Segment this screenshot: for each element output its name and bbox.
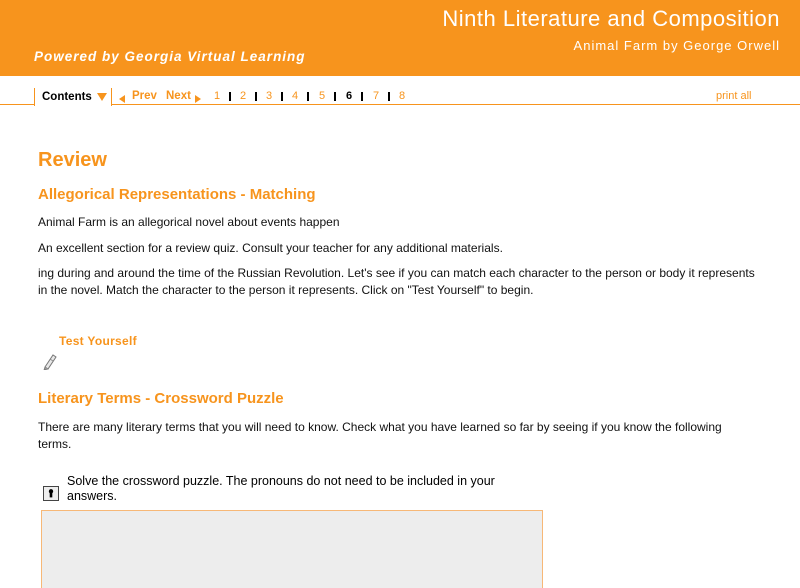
crossword-puzzle-area[interactable] (41, 510, 543, 588)
page-separator (255, 92, 257, 101)
section-paragraph: There are many literary terms that you will need to know. Check what you have learned so far by seeing if you know the following terms. (38, 420, 722, 451)
page-separator (281, 92, 283, 101)
test-yourself-link[interactable]: Test Yourself (59, 334, 137, 348)
page-separator (229, 92, 231, 101)
page-link-5[interactable]: 5 (319, 90, 326, 102)
next-arrow-icon[interactable] (195, 95, 201, 103)
pencil-icon[interactable] (42, 352, 58, 370)
nav-divider (112, 104, 800, 105)
crossword-instruction: Solve the crossword puzzle. The pronouns do not need to be included in your answers. (67, 474, 495, 503)
page-link-2[interactable]: 2 (240, 90, 247, 102)
contents-dropdown[interactable] (34, 88, 112, 106)
page-link-4[interactable]: 4 (292, 90, 299, 102)
page-link-8[interactable]: 8 (399, 90, 406, 102)
page-separator (307, 92, 309, 101)
lesson-navbar (0, 76, 800, 108)
page-link-3[interactable]: 3 (266, 90, 273, 102)
section-title-matching: Allegorical Representations - Matching (38, 186, 316, 203)
page-separator (334, 92, 336, 101)
page-link-7[interactable]: 7 (373, 90, 380, 102)
prev-link[interactable]: Prev (132, 90, 157, 102)
chevron-down-icon (97, 93, 107, 101)
section-paragraph: An excellent section for a review quiz. Consult your teacher for any additional materials. (38, 241, 503, 255)
contents-label: Contents (42, 91, 92, 103)
page-separator (361, 92, 363, 101)
course-title: Ninth Literature and Composition (442, 6, 780, 31)
section-paragraph: ing during and around the time of the Russian Revolution. Let's see if you can match each character to the person or body it represents in the novel. Match the character to the person it represents. Click on "Test Yourself" to begin. (38, 266, 755, 297)
prev-arrow-icon[interactable] (119, 95, 125, 103)
section-paragraph: Animal Farm is an allegorical novel about events happen (38, 215, 340, 229)
page-current-6: 6 (346, 90, 353, 102)
page-link-1[interactable]: 1 (214, 90, 221, 102)
course-subtitle: Animal Farm by George Orwell (573, 38, 780, 53)
keyhole-icon (43, 486, 59, 501)
section-title-crossword: Literary Terms - Crossword Puzzle (38, 390, 284, 407)
powered-by-banner: Powered by Georgia Virtual Learning (34, 49, 306, 64)
page-title: Review (38, 149, 107, 171)
print-all-link[interactable]: print all (716, 90, 752, 102)
nav-divider-left (0, 104, 34, 105)
course-header (0, 0, 800, 76)
next-link[interactable]: Next (166, 90, 191, 102)
page-separator (388, 92, 390, 101)
